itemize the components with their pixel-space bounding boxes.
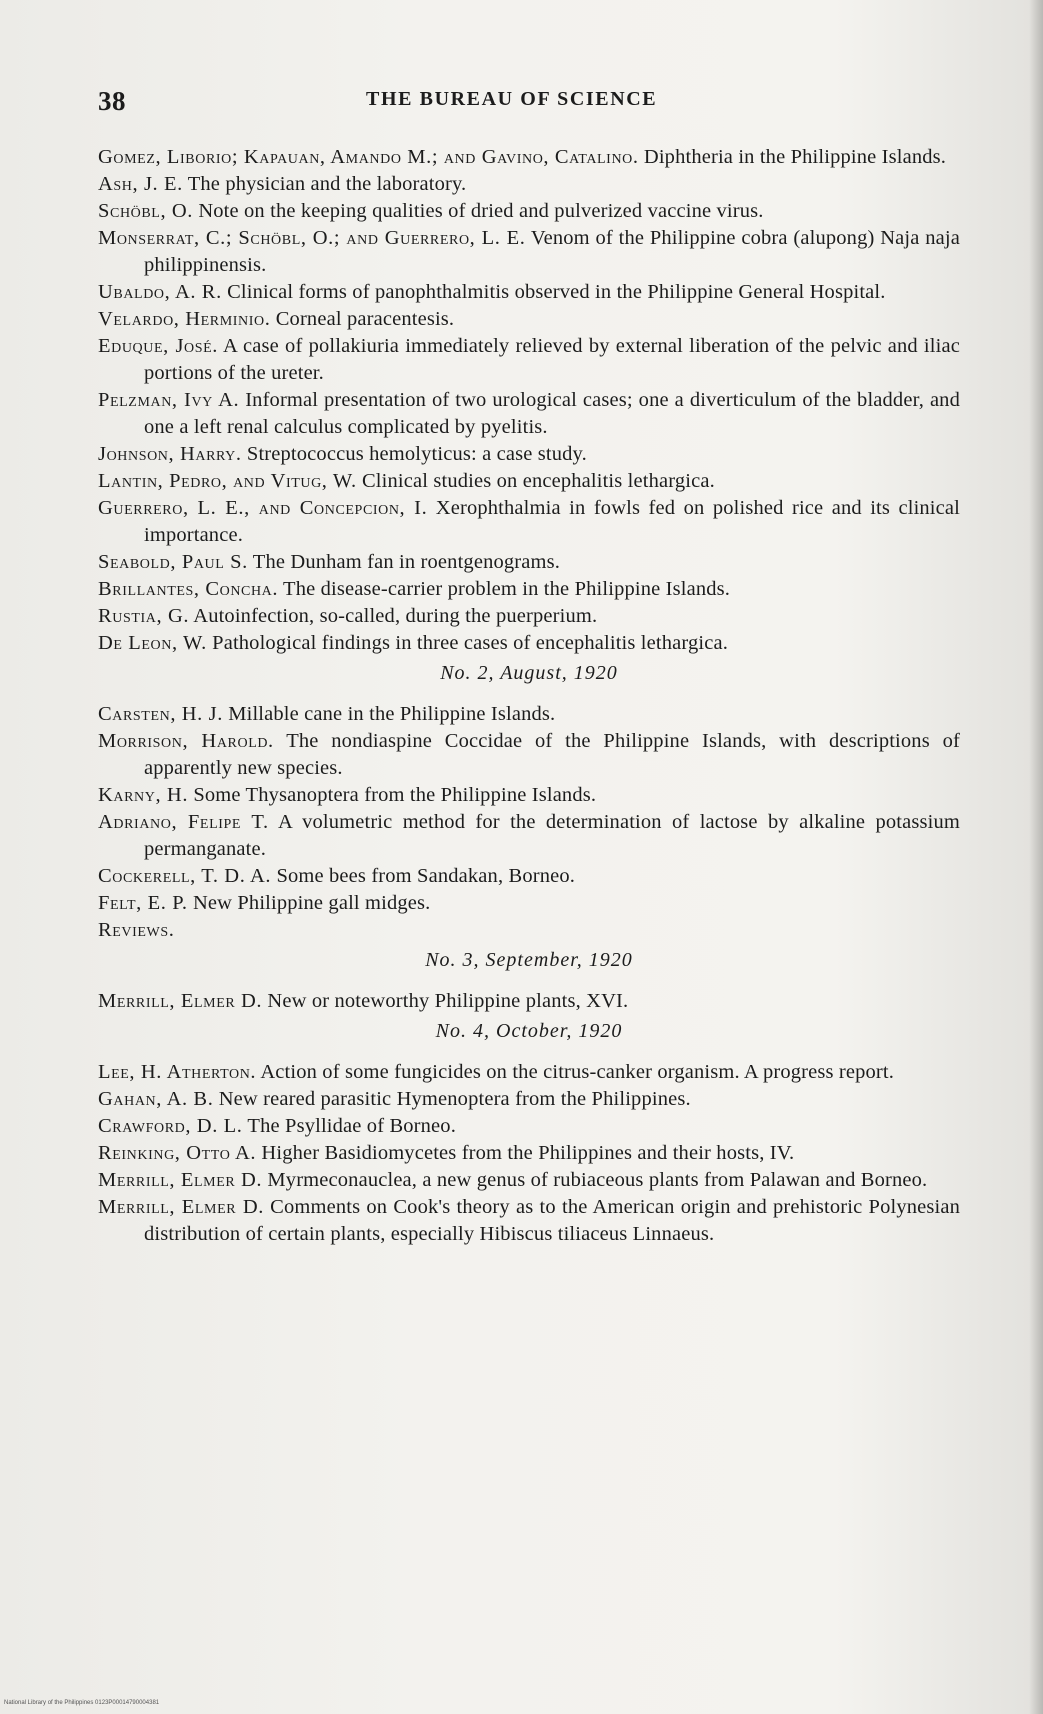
entry-author: Carsten, H. J. [98, 703, 223, 725]
list-item [98, 890, 960, 917]
entry-author: Velardo, Herminio. [98, 308, 271, 330]
entry-title: Note on the keeping qualities of dried and pulverized vaccine virus. [198, 200, 764, 222]
entry-author: Rustia, G. [98, 605, 190, 627]
entry-author: Morrison, Harold. [98, 730, 274, 752]
list-item [98, 171, 960, 198]
entry-title: New or noteworthy Philippine plants, XVI. [267, 990, 629, 1012]
entry-author: De Leon, W. [98, 632, 207, 654]
entry-author: Merrill, Elmer D. [98, 990, 263, 1012]
entry-title: The Dunham fan in roentgenograms. [252, 551, 561, 573]
entry-author: Crawford, D. L. [98, 1115, 243, 1137]
entry-author: Ubaldo, A. R. [98, 281, 222, 303]
list-item [98, 333, 960, 387]
list-item [98, 782, 960, 809]
bibliography-content [98, 144, 960, 1248]
entry-title: Pathological findings in three cases of encephalitis lethargica. [212, 632, 729, 654]
entry-title: New Philippine gall midges. [192, 892, 431, 914]
entry-author: Merrill, Elmer D. [98, 1196, 264, 1218]
list-item [98, 144, 960, 171]
entry-title: A case of pollakiuria immediately relieved by external liberation of the pelvic and iliac portions of the ureter. [144, 335, 960, 384]
entry-title: Autoinfection, so-called, during the puerperium. [193, 605, 598, 627]
list-item [98, 468, 960, 495]
issue-3-section [98, 947, 960, 1015]
entry-title: Venom of the Philippine cobra (alupong) Naja naja philippinensis. [144, 227, 960, 276]
list-item [98, 1086, 960, 1113]
list-item [98, 549, 960, 576]
entry-title: Some bees from Sandakan, Borneo. [276, 865, 576, 887]
issue-heading: No. 4, October, 1920 [435, 1020, 623, 1042]
list-item [98, 701, 960, 728]
entry-title: A volumetric method for the determination of lactose by alkaline potassium permanganate. [144, 811, 960, 860]
entry-title: The Psyllidae of Borneo. [247, 1115, 456, 1137]
issue-2-section [98, 660, 960, 944]
list-item [98, 495, 960, 549]
entry-title: Clinical forms of panophthalmitis observed in the Philippine General Hospital. [227, 281, 886, 303]
entry-title: Corneal paracentesis. [275, 308, 455, 330]
entry-author: Gomez, Liborio; Kapauan, Amando M.; and Gavino, Catalino. [98, 146, 639, 168]
running-title: THE BUREAU OF SCIENCE [366, 88, 658, 110]
entry-title: Xerophthalmia in fowls fed on polished rice and its clinical importance. [144, 497, 960, 546]
issue-heading: No. 3, September, 1920 [425, 949, 633, 971]
entry-author: Gahan, A. B. [98, 1088, 214, 1110]
page-number: 38 [98, 86, 126, 116]
list-item [98, 441, 960, 468]
entry-author: Felt, E. P. [98, 892, 188, 914]
list-item [98, 576, 960, 603]
list-item [98, 728, 960, 782]
entry-author: Cockerell, T. D. A. [98, 865, 272, 887]
list-item [98, 1140, 960, 1167]
entry-author: Brillantes, Concha. [98, 578, 279, 600]
entry-title: The disease-carrier problem in the Philippine Islands. [283, 578, 731, 600]
entry-title: Clinical studies on encephalitis lethargica. [361, 470, 715, 492]
scan-credit: National Library of the Philippines 0123P00014790004381 [4, 1700, 160, 1706]
entry-author: Lantin, Pedro, and Vitug, W. [98, 470, 357, 492]
issue-heading: No. 2, August, 1920 [440, 662, 618, 684]
entry-title: New reared parasitic Hymenoptera from the Philippines. [218, 1088, 691, 1110]
entry-author: Seabold, Paul S. [98, 551, 248, 573]
entry-author: Guerrero, L. E., and Concepcion, I. [98, 497, 428, 519]
list-item [98, 1167, 960, 1194]
entry-title: The physician and the laboratory. [187, 173, 467, 195]
list-item [98, 988, 960, 1015]
entry-author: Lee, H. Atherton. [98, 1061, 257, 1083]
list-item [98, 603, 960, 630]
entry-title: Diphtheria in the Philippine Islands. [643, 146, 947, 168]
list-item [98, 279, 960, 306]
issue-1-section [98, 144, 960, 657]
list-item [98, 198, 960, 225]
entry-title: Comments on Cook's theory as to the American origin and prehistoric Polynesian distribution of certain plants, especially Hibiscus tiliaceus Linnaeus. [144, 1196, 960, 1245]
entry-author: Karny, H. [98, 784, 189, 806]
list-item [98, 863, 960, 890]
entry-author: Pelzman, Ivy A. [98, 389, 240, 411]
list-item [98, 306, 960, 333]
entry-title: Higher Basidiomycetes from the Philippines and their hosts, IV. [261, 1142, 795, 1164]
entry-title: The nondiaspine Coccidae of the Philippine Islands, with descriptions of apparently new species. [144, 730, 960, 779]
issue-4-section [98, 1018, 960, 1248]
entry-title: Action of some fungicides on the citrus-canker organism. A progress report. [260, 1061, 895, 1083]
list-item [98, 917, 960, 944]
list-item [98, 1194, 960, 1248]
entry-title: Millable cane in the Philippine Islands. [228, 703, 556, 725]
entry-author: Schöbl, O. [98, 200, 194, 222]
entry-author: Merrill, Elmer D. [98, 1169, 263, 1191]
list-item [98, 225, 960, 279]
list-item [98, 630, 960, 657]
list-item [98, 1113, 960, 1140]
entry-author: Reviews. [98, 919, 175, 941]
entry-author: Monserrat, C.; Schöbl, O.; and Guerrero, L. E. [98, 227, 526, 249]
entry-title: Informal presentation of two urological cases; one a diverticulum of the bladder, and one a left renal calculus complicated by pyelitis. [144, 389, 960, 438]
entry-title: Some Thysanoptera from the Philippine Islands. [193, 784, 597, 806]
entry-author: Reinking, Otto A. [98, 1142, 257, 1164]
running-head [98, 86, 960, 120]
page-edge-shadow [1029, 0, 1043, 1714]
entry-title: Myrmeconauclea, a new genus of rubiaceous plants from Palawan and Borneo. [267, 1169, 928, 1191]
list-item [98, 1059, 960, 1086]
list-item [98, 387, 960, 441]
entry-author: Adriano, Felipe T. [98, 811, 269, 833]
list-item [98, 809, 960, 863]
entry-author: Eduque, José. [98, 335, 218, 357]
entry-author: Johnson, Harry. [98, 443, 242, 465]
entry-title: Streptococcus hemolyticus: a case study. [246, 443, 587, 465]
entry-author: Ash, J. E. [98, 173, 183, 195]
